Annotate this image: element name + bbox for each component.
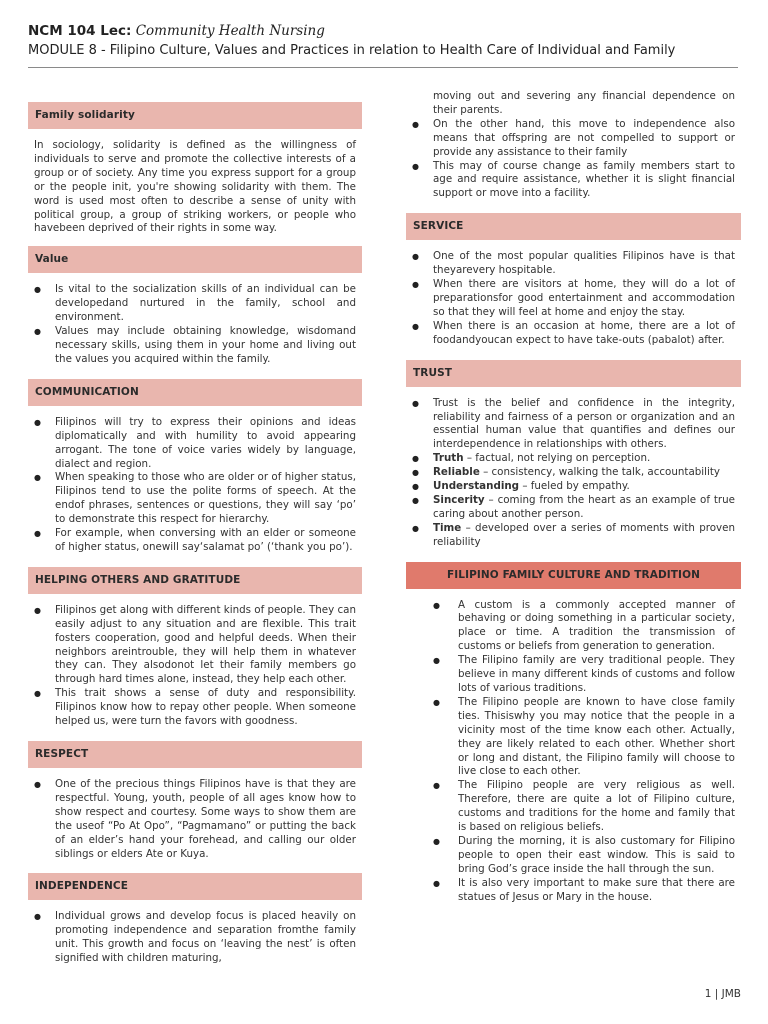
list-item-understanding — [433, 480, 741, 494]
list-item: ● During the morning, it is also customary for Filipino people to open their east window. This is said to bring God’s grace inside the hall through the sun. — [458, 835, 741, 877]
section-header-service: SERVICE — [406, 213, 741, 240]
term-label: Truth — [433, 452, 464, 465]
family-culture-list — [406, 599, 741, 905]
family-solidarity-text: In sociology, solidarity is defined as the willingness of individuals to serve and promote the collective interests of a group or of society. Any time you express support for a group or the people init, you're showing solidarity with them. The word is used most often to describe a sense of unity with political group, a group of striking workers, or people who havebeen deprived of their rights in some way. — [34, 139, 356, 235]
service-list — [406, 250, 741, 347]
list-item: ● For example, when conversing with an elder or someone of higher status, onewill say‘salamat po’ (‘thank you po’). — [55, 527, 362, 555]
list-item: ● It is also very important to make sure that there are statues of Jesus or Mary in the house. — [458, 877, 741, 905]
list-item: ● When there are visitors at home, they will do a lot of preparationsfor good entertainment and accommodation so that they will feel at home and enjoy the stay. — [433, 278, 741, 320]
left-column — [28, 102, 362, 978]
term-label: Reliable — [433, 466, 480, 479]
list-item: ● Filipinos get along with different kinds of people. They can easily adjust to any situation and are flexible. This trait fosters cooperation, good and helpful deeds. When their neighbors areintrouble, they will help them in whatever they can. They alsodonot let their family members go through hard times alone, instead, they help each other. — [55, 604, 362, 687]
communication-list — [28, 416, 362, 555]
list-item: ● On the other hand, this move to independence also means that offspring are not compelled to support or provide any assistance to their family — [433, 118, 741, 160]
list-item: ● One of the precious things Filipinos have is that they are respectful. Young, youth, people of all ages know how to show respect and courtesy. Some ways to show them are the useof “Po At Opo”, “Pagmamano” or putting the back of an elder’s hand your forehead, and calling our older siblings or elders Ate or Kuya. — [55, 778, 362, 861]
section-header-communication: COMMUNICATION — [28, 379, 362, 406]
term-description: – coming from the heart as an example of true caring about another person. — [433, 493, 735, 520]
term-label: Time — [433, 521, 462, 534]
trust-list — [406, 397, 741, 550]
independence-continued-text: moving out and severing any financial dependence on their parents. — [433, 90, 735, 116]
list-item: ● A custom is a commonly accepted manner of behaving or doing something in a particular society, place or time. A tradition the transmission of customs or beliefs from generation to generation. — [458, 599, 741, 655]
list-item-time — [433, 522, 741, 550]
list-item: ● Values may include obtaining knowledge, wisdomand necessary skills, using them in your home and living out the values you acquired within the family. — [55, 325, 362, 367]
term-description: – consistency, walking the talk, accountability — [479, 466, 721, 479]
header-divider — [28, 67, 738, 68]
section-header-family-culture: FILIPINO FAMILY CULTURE AND TRADITION — [406, 562, 741, 589]
list-item: ● When speaking to those who are older or of higher status, Filipinos tend to use the polite forms of speech. At the endof phrases, sentences or questions, they will say ‘po’ to demonstrate this respect for hierarchy. — [55, 471, 362, 527]
list-item-reliable — [433, 466, 741, 480]
value-list — [28, 283, 362, 366]
independence-list-continued — [406, 118, 741, 201]
list-item: ● This trait shows a sense of duty and responsibility. Filipinos know how to repay other people. When someone helped us, were turn the favors with goodness. — [55, 687, 362, 729]
helping-others-list — [28, 604, 362, 729]
section-header-respect: RESPECT — [28, 741, 362, 768]
document-header — [28, 22, 740, 60]
list-item: ● Filipinos will try to express their opinions and ideas diplomatically and with humility to avoid appearing arrogant. The tone of voice varies widely by language, dialect and region. — [55, 416, 362, 472]
term-label: Sincerity — [433, 493, 485, 506]
list-item: ● Individual grows and develop focus is placed heavily on promoting independence and separation fromthe family unit. This growth and focus on ‘leaving the nest’ is often signified with children maturing, — [55, 910, 362, 966]
section-header-value: Value — [28, 246, 362, 273]
module-title: MODULE 8 - Filipino Culture, Values and Practices in relation to Health Care of Individual and Family — [28, 43, 676, 58]
section-header-trust: TRUST — [406, 360, 741, 387]
independence-list — [28, 910, 362, 966]
list-item: ● Is vital to the socialization skills of an individual can be developedand nurtured in the family, school and environment. — [55, 283, 362, 325]
list-item: ● Trust is the belief and confidence in the integrity, reliability and fairness of a person or organization and an essential human value that quantifies and defines our interdependence in relationships with others. — [433, 397, 741, 453]
list-item: ● The Filipino family are very traditional people. They believe in many different kinds of customs and follow lots of various traditions. — [458, 654, 741, 696]
list-item: ● One of the most popular qualities Filipinos have is that theyarevery hospitable. — [433, 250, 741, 278]
list-item-truth — [433, 452, 741, 466]
section-header-helping-others: HELPING OTHERS AND GRATITUDE — [28, 567, 362, 594]
term-description: – developed over a series of moments with proven reliability — [433, 521, 735, 548]
course-code: NCM 104 Lec: — [28, 23, 132, 39]
right-column — [406, 90, 741, 917]
list-item: ● This may of course change as family members start to age and require assistance, whether it is slight financial support or move into a facility. — [433, 160, 741, 202]
list-item: ● When there is an occasion at home, there are a lot of foodandyoucan expect to have take-outs (pabalot) after. — [433, 320, 741, 348]
term-label: Understanding — [433, 480, 520, 493]
respect-list — [28, 778, 362, 861]
list-item-sincerity — [433, 494, 741, 522]
page-footer: 1 | JMB — [704, 988, 741, 1000]
term-description: – fueled by empathy. — [519, 480, 630, 493]
list-item: ● The Filipino people are very religious as well. Therefore, there are quite a lot of Filipino culture, customs and traditions for the home and family that is based on religious beliefs. — [458, 779, 741, 835]
section-header-family-solidarity: Family solidarity — [28, 102, 362, 129]
section-header-independence: INDEPENDENCE — [28, 873, 362, 900]
course-title — [28, 22, 740, 40]
term-description: – factual, not relying on perception. — [463, 452, 651, 465]
course-name: Community Health Nursing — [135, 23, 325, 39]
list-item: ● The Filipino people are known to have close family ties. Thisiswhy you may notice that the people in a vicinity most of the time know each other. Actually, they are likely related to each other. Whether short or long and distant, the Filipino family will choose to live close to each other. — [458, 696, 741, 779]
